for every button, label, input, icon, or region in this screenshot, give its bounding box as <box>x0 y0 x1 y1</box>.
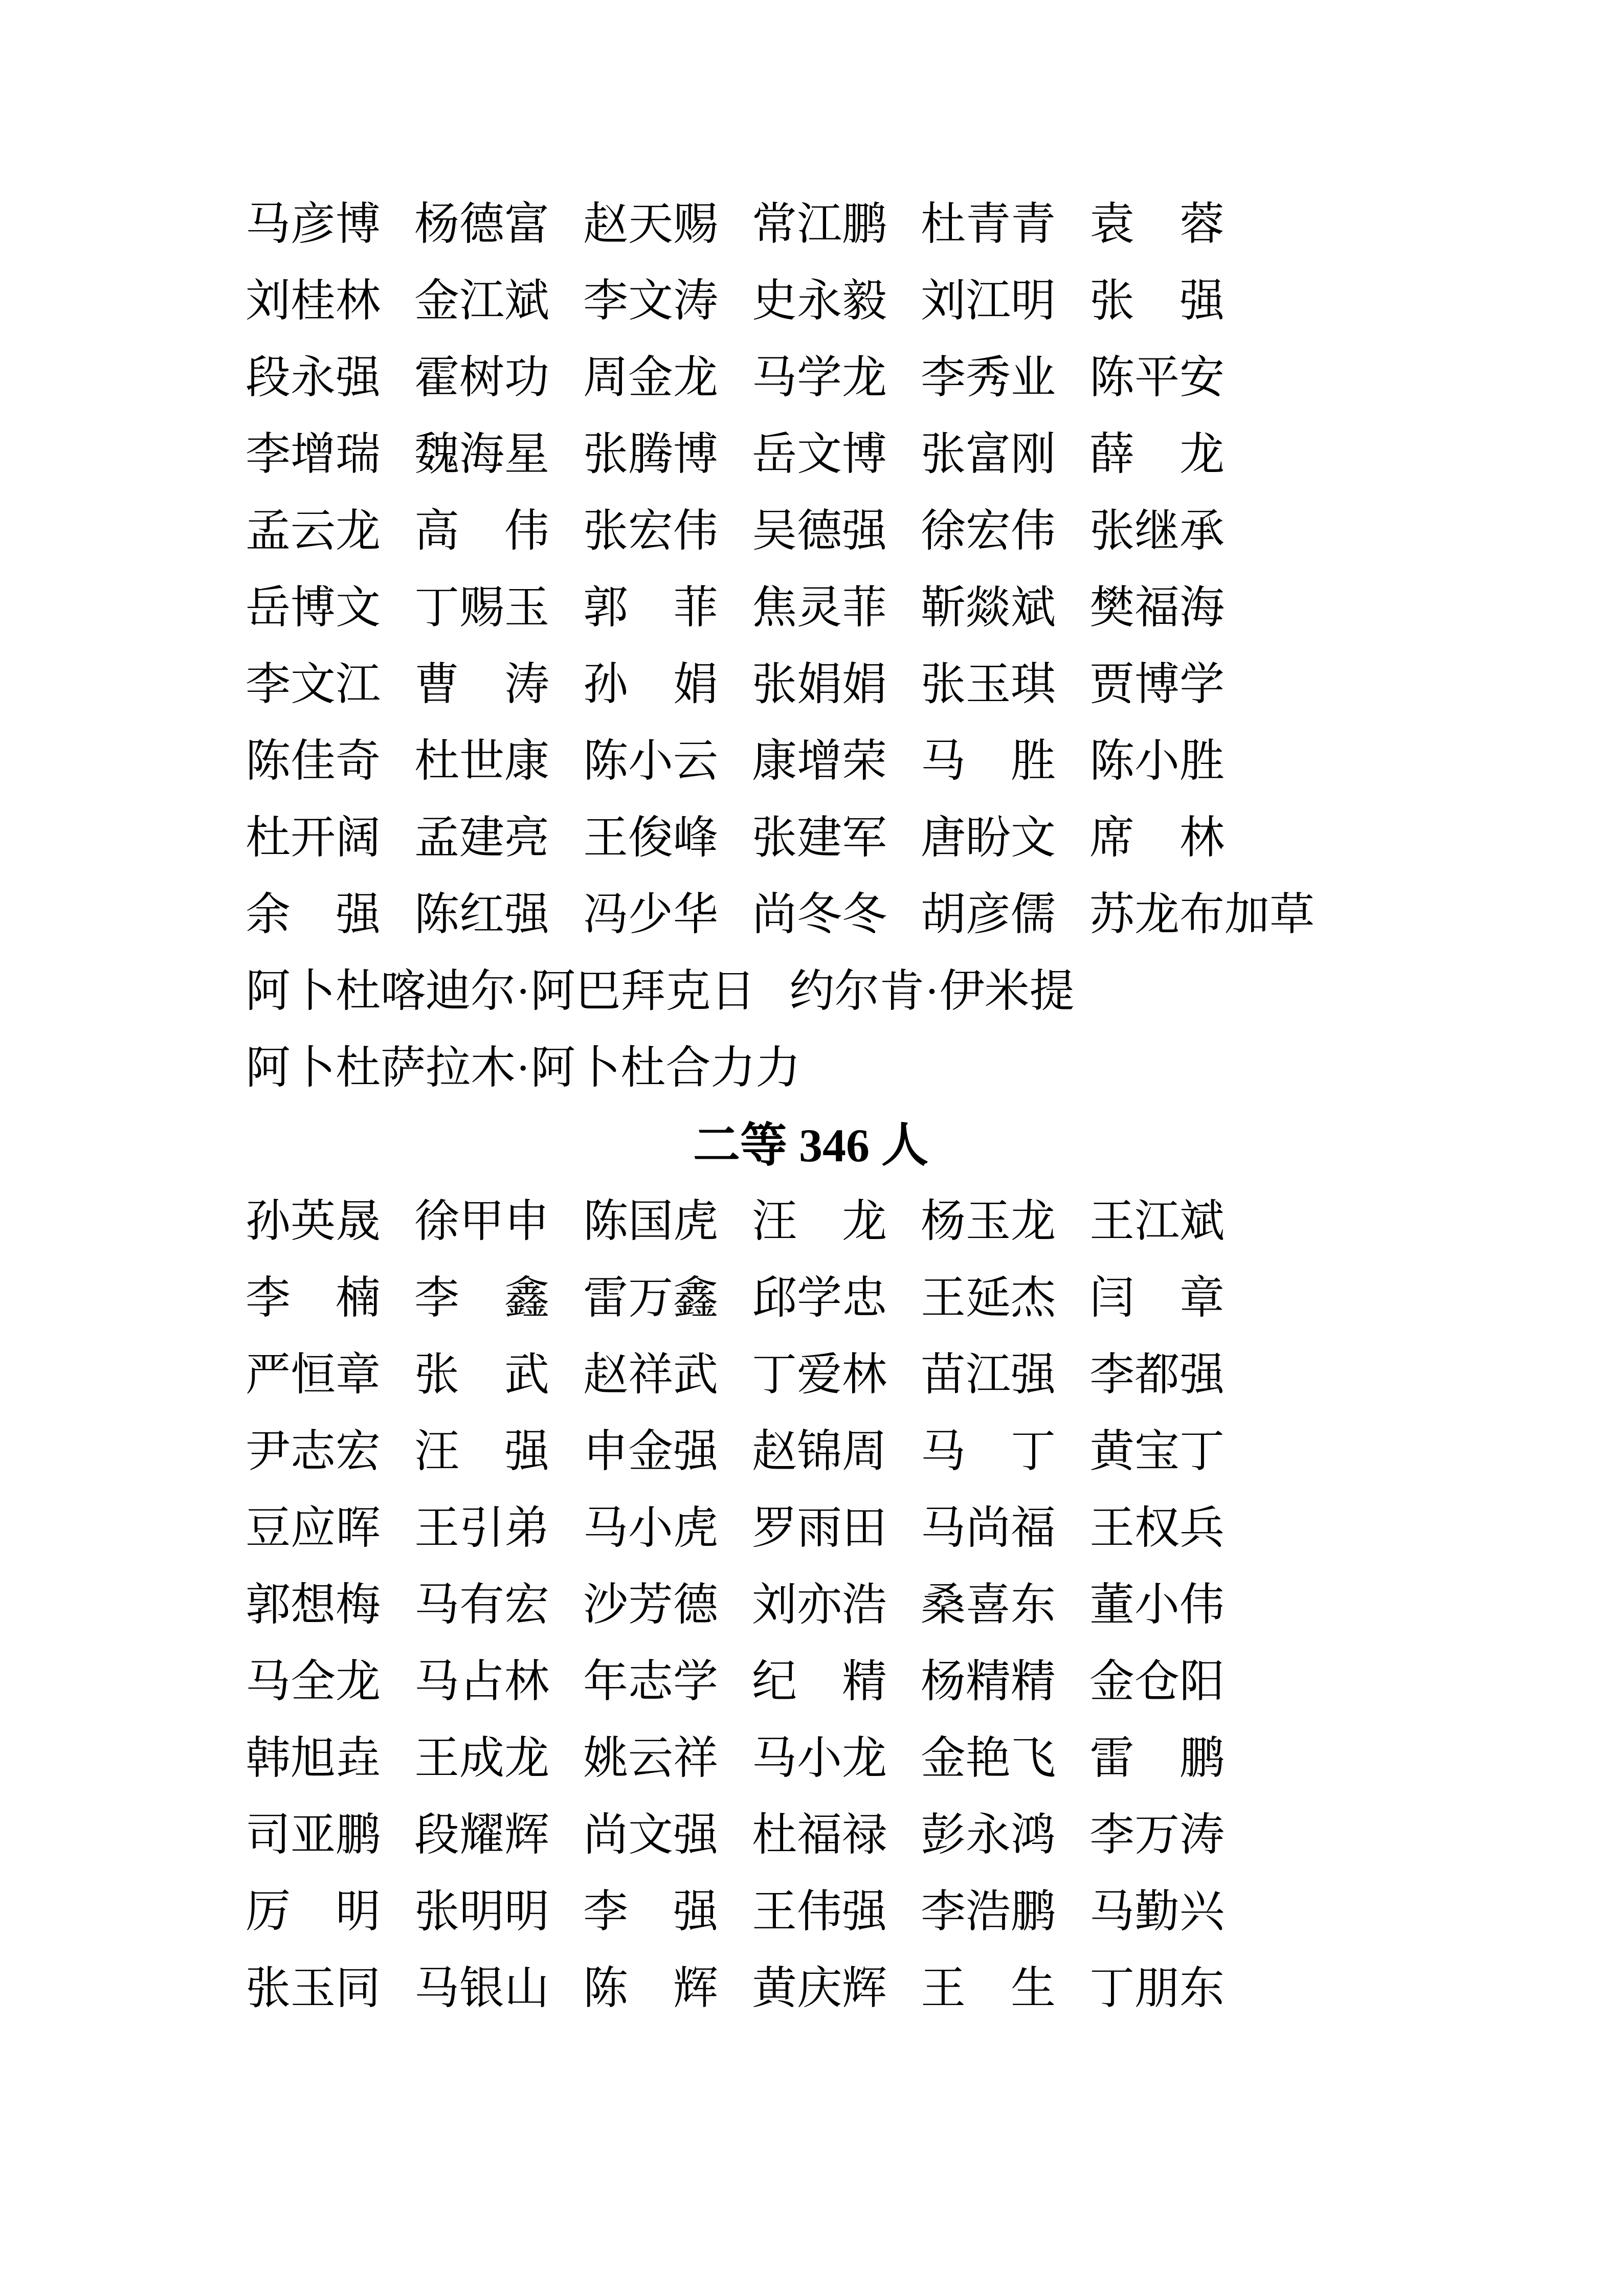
person-name: 陈平安 <box>1089 353 1225 403</box>
person-name: 王俊峰 <box>583 814 719 863</box>
person-name: 马彦博 <box>246 200 381 250</box>
person-name: 张娟娟 <box>752 660 887 710</box>
name-row <box>246 877 1624 954</box>
person-name: 陈 辉 <box>583 1964 719 2014</box>
second-class-name-grid <box>246 1184 1624 2028</box>
person-name: 马 丁 <box>921 1427 1056 1477</box>
person-name: 岳博文 <box>246 583 381 633</box>
person-name: 尹志宏 <box>246 1427 381 1477</box>
person-name: 金艳飞 <box>921 1734 1056 1784</box>
name-row <box>246 800 1624 877</box>
name-row <box>246 1874 1624 1951</box>
name-row <box>246 570 1624 647</box>
person-name: 韩旭垚 <box>246 1734 381 1784</box>
person-name: 黄庆辉 <box>752 1964 887 2014</box>
person-name: 吴德强 <box>752 507 887 556</box>
person-name: 焦灵菲 <box>752 583 887 633</box>
person-name: 马小龙 <box>752 1734 887 1784</box>
person-name: 约尔肯·伊米提 <box>789 967 1075 1017</box>
person-name: 严恒章 <box>246 1350 381 1400</box>
person-name: 姚云祥 <box>583 1734 719 1784</box>
person-name: 杨德富 <box>414 200 550 250</box>
person-name: 杨精精 <box>921 1657 1056 1707</box>
second-class-heading: 二等 346 人 <box>693 1119 928 1172</box>
name-row <box>246 1337 1624 1414</box>
person-name: 苗江强 <box>921 1350 1056 1400</box>
person-name: 张宏伟 <box>583 507 719 556</box>
person-name: 纪 精 <box>752 1657 887 1707</box>
person-name: 尚文强 <box>583 1811 719 1860</box>
person-name: 沙芳德 <box>583 1581 719 1630</box>
name-row <box>246 263 1624 340</box>
person-name: 李增瑞 <box>246 430 381 480</box>
person-name: 丁朋东 <box>1089 1964 1225 2014</box>
person-name: 余 强 <box>246 890 381 940</box>
person-name: 马占林 <box>414 1657 550 1707</box>
person-name: 桑喜东 <box>921 1581 1056 1630</box>
person-name: 王延杰 <box>921 1274 1056 1323</box>
person-name: 孟建亮 <box>414 814 550 863</box>
person-name: 张明明 <box>414 1887 550 1937</box>
name-row <box>246 1644 1624 1721</box>
person-name: 唐盼文 <box>921 814 1056 863</box>
person-name: 李文涛 <box>583 277 719 326</box>
name-row <box>246 493 1624 570</box>
person-name: 王江斌 <box>1089 1197 1225 1247</box>
name-row <box>246 340 1624 417</box>
person-name: 刘桂林 <box>246 277 381 326</box>
person-name: 赵天赐 <box>583 200 719 250</box>
person-name: 马全龙 <box>246 1657 381 1707</box>
person-name: 赵锦周 <box>752 1427 887 1477</box>
person-name: 魏海星 <box>414 430 550 480</box>
person-name: 张 武 <box>414 1350 550 1400</box>
person-name: 邱学忠 <box>752 1274 887 1323</box>
person-name: 史永毅 <box>752 277 887 326</box>
person-name: 薛 龙 <box>1089 430 1225 480</box>
person-name: 李秀业 <box>921 353 1056 403</box>
person-name: 李浩鹏 <box>921 1887 1056 1937</box>
person-name: 厉 明 <box>246 1887 381 1937</box>
name-row <box>246 1797 1624 1874</box>
person-name: 曹 涛 <box>414 660 550 710</box>
person-name: 席 林 <box>1089 814 1225 863</box>
person-name: 王引弟 <box>414 1504 550 1554</box>
person-name: 苏龙布加草 <box>1089 890 1315 940</box>
person-name: 郭 菲 <box>583 583 719 633</box>
person-name: 申金强 <box>583 1427 719 1477</box>
person-name: 陈小胜 <box>1089 737 1225 786</box>
person-name: 张玉琪 <box>921 660 1056 710</box>
person-name: 段耀辉 <box>414 1811 550 1860</box>
person-name: 雷万鑫 <box>583 1274 719 1323</box>
person-name: 张继承 <box>1089 507 1225 556</box>
person-name: 靳燚斌 <box>921 583 1056 633</box>
person-name: 司亚鹏 <box>246 1811 381 1860</box>
name-row <box>246 1567 1624 1644</box>
person-name: 王成龙 <box>414 1734 550 1784</box>
person-name: 马小虎 <box>583 1504 719 1554</box>
person-name: 阿卜杜萨拉木·阿卜杜合力力 <box>246 1044 801 1093</box>
person-name: 豆应晖 <box>246 1504 381 1554</box>
person-name: 李文江 <box>246 660 381 710</box>
person-name: 李 强 <box>583 1887 719 1937</box>
person-name: 赵祥武 <box>583 1350 719 1400</box>
person-name: 常江鹏 <box>752 200 887 250</box>
person-name: 胡彦儒 <box>921 890 1056 940</box>
person-name: 郭想梅 <box>246 1581 381 1630</box>
person-name: 马学龙 <box>752 353 887 403</box>
person-name: 尚冬冬 <box>752 890 887 940</box>
person-name: 马有宏 <box>414 1581 550 1630</box>
person-name: 陈红强 <box>414 890 550 940</box>
person-name: 李 楠 <box>246 1274 381 1323</box>
person-name: 杜世康 <box>414 737 550 786</box>
person-name: 孙英晟 <box>246 1197 381 1247</box>
person-name: 彭永鸿 <box>921 1811 1056 1860</box>
person-name: 汪 龙 <box>752 1197 887 1247</box>
name-row <box>246 1030 1624 1107</box>
name-row <box>246 1721 1624 1797</box>
person-name: 周金龙 <box>583 353 719 403</box>
person-name: 李万涛 <box>1089 1811 1225 1860</box>
person-name: 马尚福 <box>921 1504 1056 1554</box>
person-name: 樊福海 <box>1089 583 1225 633</box>
person-name: 张 强 <box>1089 277 1225 326</box>
person-name: 陈国虎 <box>583 1197 719 1247</box>
person-name: 闫 章 <box>1089 1274 1225 1323</box>
person-name: 金江斌 <box>414 277 550 326</box>
person-name: 袁 蓉 <box>1089 200 1225 250</box>
person-name: 汪 强 <box>414 1427 550 1477</box>
name-row <box>246 187 1624 263</box>
person-name: 陈佳奇 <box>246 737 381 786</box>
person-name: 徐甲申 <box>414 1197 550 1247</box>
person-name: 张富刚 <box>921 430 1056 480</box>
person-name: 王 生 <box>921 1964 1056 2014</box>
person-name: 张建军 <box>752 814 887 863</box>
person-name: 罗雨田 <box>752 1504 887 1554</box>
person-name: 陈小云 <box>583 737 719 786</box>
person-name: 孟云龙 <box>246 507 381 556</box>
person-name: 刘亦浩 <box>752 1581 887 1630</box>
person-name: 杜开阔 <box>246 814 381 863</box>
name-row <box>246 1491 1624 1567</box>
person-name: 徐宏伟 <box>921 507 1056 556</box>
name-row <box>246 1951 1624 2028</box>
person-name: 雷 鹏 <box>1089 1734 1225 1784</box>
person-name: 王权兵 <box>1089 1504 1225 1554</box>
person-name: 杨玉龙 <box>921 1197 1056 1247</box>
person-name: 马勤兴 <box>1089 1887 1225 1937</box>
person-name: 杜青青 <box>921 200 1056 250</box>
person-name: 高 伟 <box>414 507 550 556</box>
person-name: 王伟强 <box>752 1887 887 1937</box>
name-row <box>246 954 1624 1030</box>
name-row <box>246 647 1624 724</box>
person-name: 丁赐玉 <box>414 583 550 633</box>
person-name: 李都强 <box>1089 1350 1225 1400</box>
person-name: 段永强 <box>246 353 381 403</box>
person-name: 马银山 <box>414 1964 550 2014</box>
name-row <box>246 1184 1624 1260</box>
name-row <box>246 1414 1624 1491</box>
person-name: 马 胜 <box>921 737 1056 786</box>
person-name: 张玉同 <box>246 1964 381 2014</box>
person-name: 贾博学 <box>1089 660 1225 710</box>
name-row <box>246 724 1624 800</box>
person-name: 康增荣 <box>752 737 887 786</box>
name-row <box>246 417 1624 493</box>
person-name: 黄宝丁 <box>1089 1427 1225 1477</box>
person-name: 丁爱林 <box>752 1350 887 1400</box>
person-name: 刘江明 <box>921 277 1056 326</box>
person-name: 杜福禄 <box>752 1811 887 1860</box>
person-name: 张腾博 <box>583 430 719 480</box>
first-class-name-grid <box>246 187 1624 1107</box>
name-row <box>246 1260 1624 1337</box>
person-name: 金仓阳 <box>1089 1657 1225 1707</box>
person-name: 孙 娟 <box>583 660 719 710</box>
person-name: 岳文博 <box>752 430 887 480</box>
person-name: 阿卜杜喀迪尔·阿巴拜克日 <box>246 967 756 1017</box>
person-name: 李 鑫 <box>414 1274 550 1323</box>
person-name: 年志学 <box>583 1657 719 1707</box>
person-name: 冯少华 <box>583 890 719 940</box>
person-name: 董小伟 <box>1089 1581 1225 1630</box>
person-name: 霍树功 <box>414 353 550 403</box>
